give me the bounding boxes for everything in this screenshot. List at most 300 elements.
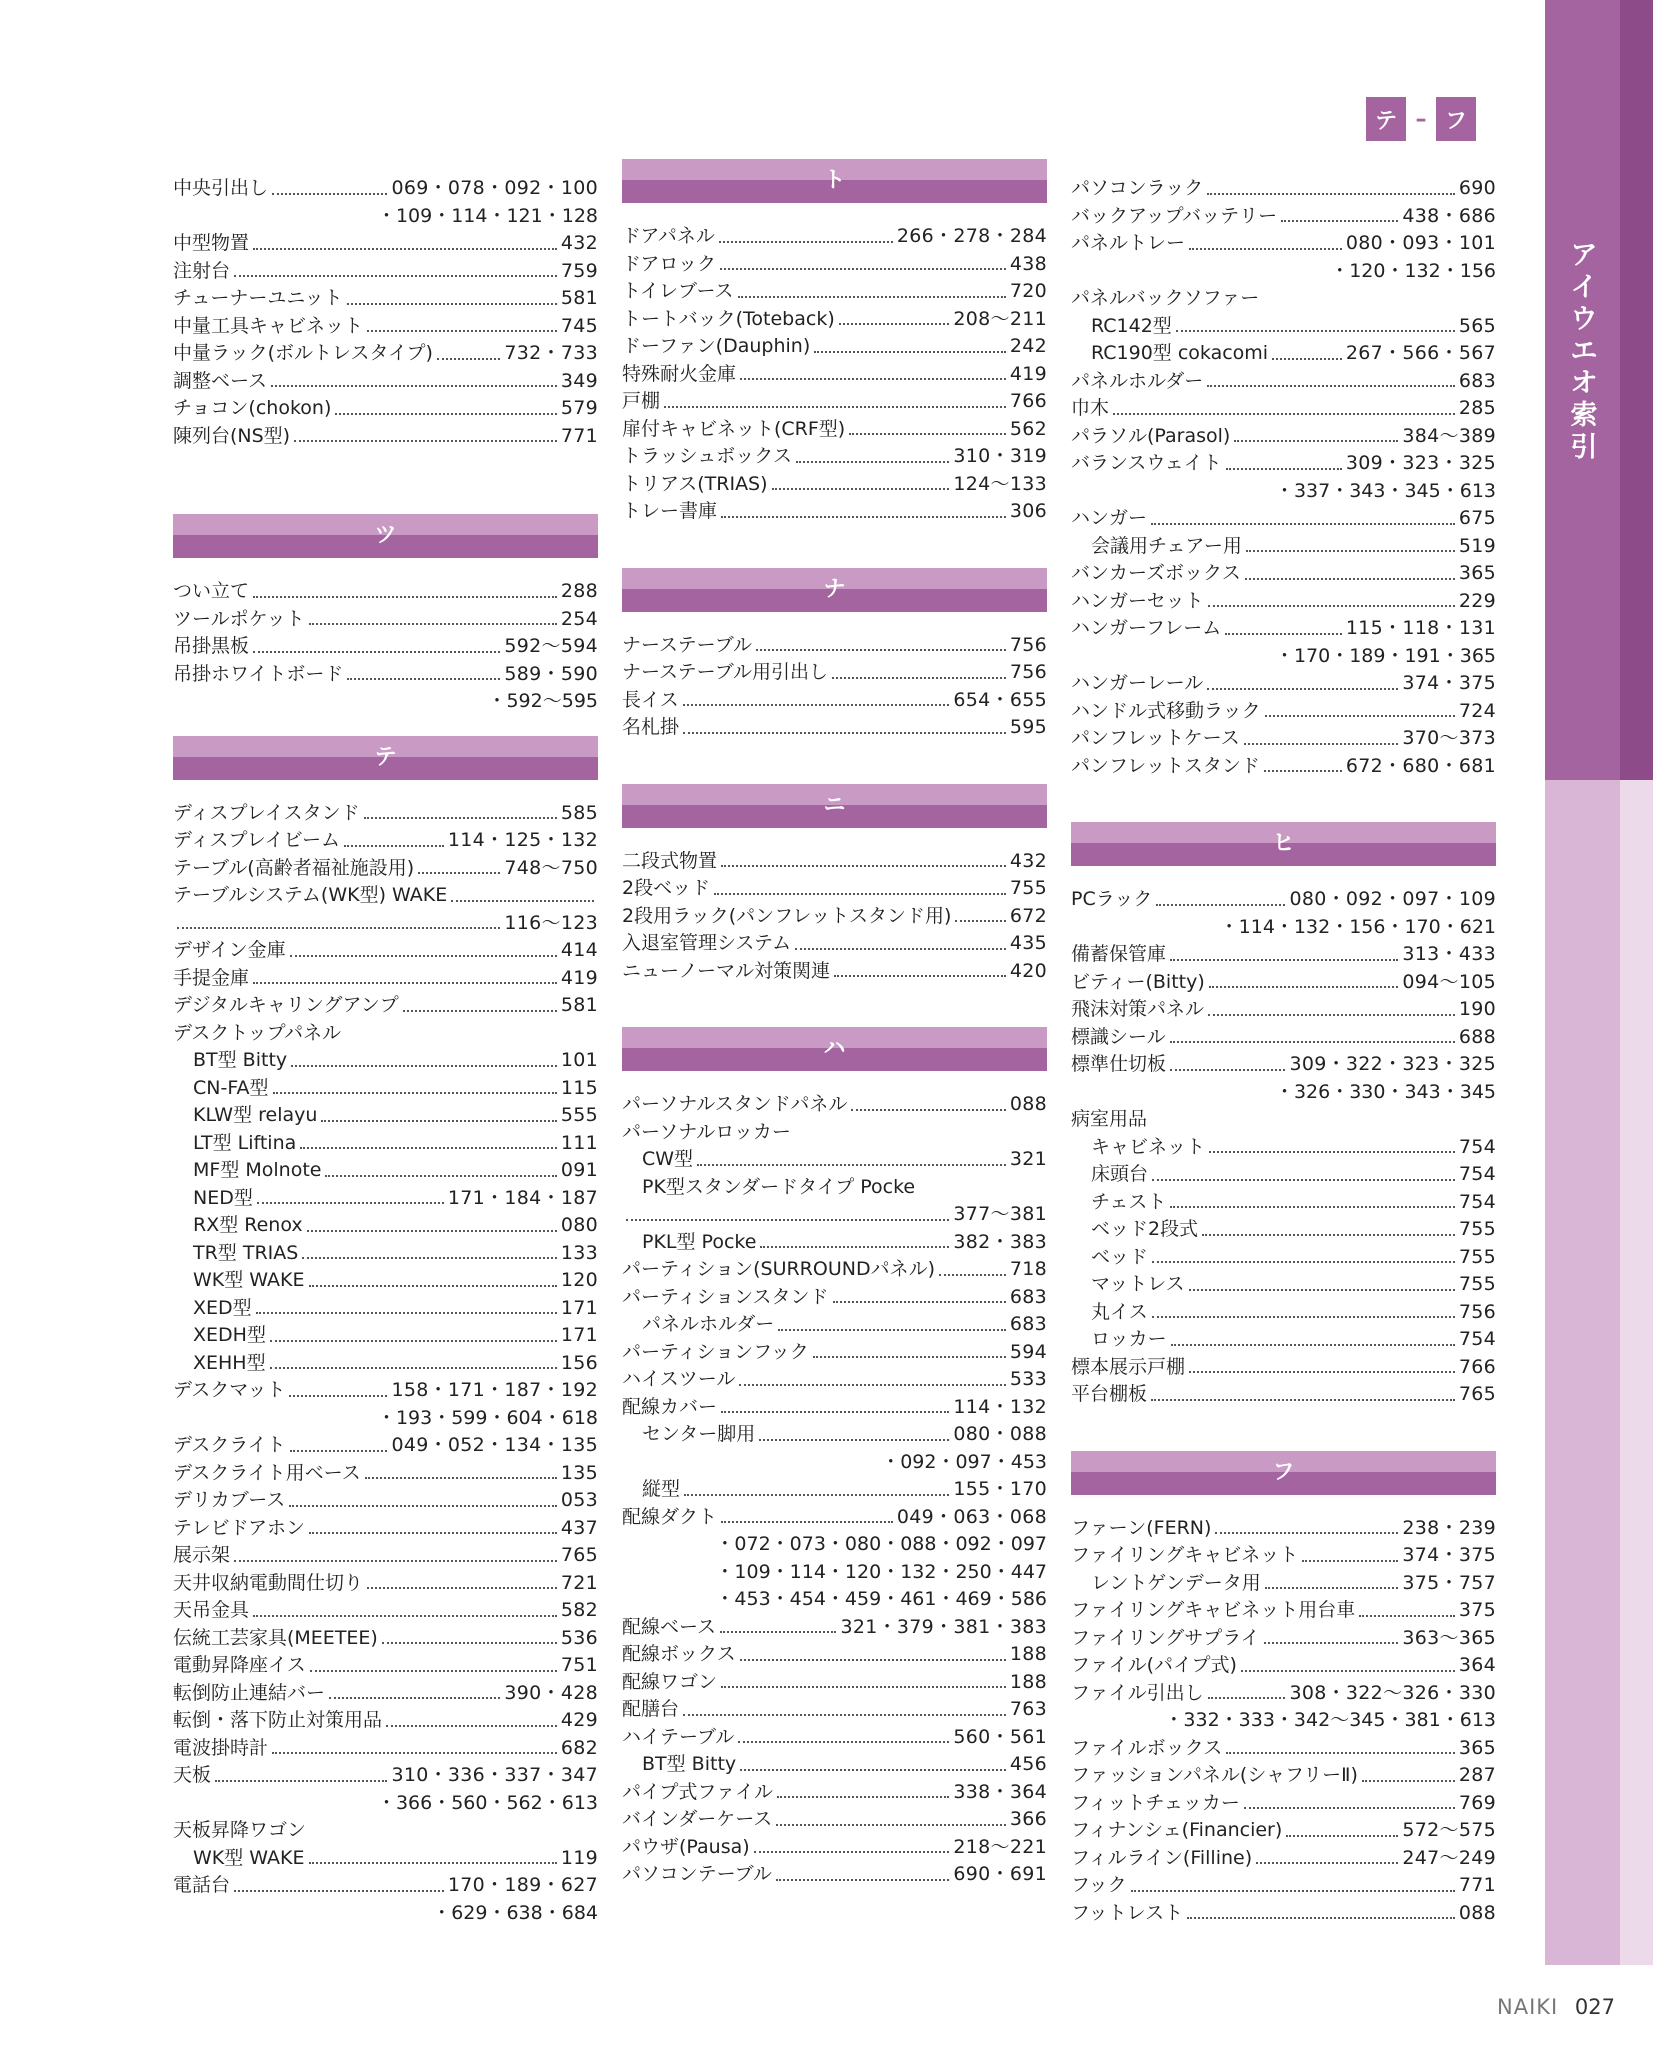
- dot-leader: [325, 1175, 556, 1177]
- index-term: パラソル(Parasol): [1071, 424, 1231, 447]
- index-entry: [1071, 725, 1496, 753]
- index-entry: [173, 1102, 598, 1130]
- index-term: 2段ベッド: [622, 877, 711, 899]
- index-term: WK型 WAKE: [193, 1846, 305, 1869]
- index-page-numbers: 338・364: [953, 1780, 1047, 1803]
- index-entry: [1071, 886, 1496, 914]
- index-term: 中量工具キャビネット: [173, 314, 364, 337]
- index-page-numbers: 094〜105: [1402, 970, 1496, 993]
- index-entry: [1071, 588, 1496, 616]
- index-page-numbers: 721: [560, 1571, 598, 1594]
- dot-leader: [364, 817, 557, 819]
- index-term: 標識シール: [1071, 1025, 1166, 1048]
- dot-leader: [738, 1741, 949, 1743]
- index-term: デリカブース: [173, 1489, 286, 1511]
- dot-leader: [683, 1714, 1006, 1716]
- dot-leader: [719, 241, 893, 243]
- dot-leader: [1246, 550, 1455, 552]
- index-entry: [173, 1845, 598, 1873]
- index-page-numbers: 218〜221: [953, 1835, 1047, 1858]
- index-term: 床頭台: [1091, 1163, 1149, 1185]
- index-term: ファイルボックス: [1071, 1736, 1223, 1759]
- dot-leader: [1189, 248, 1342, 250]
- index-page-numbers: 247〜249: [1402, 1846, 1496, 1869]
- index-term: MF型 Molnote: [193, 1159, 322, 1181]
- dot-leader: [367, 330, 557, 332]
- dot-leader: [1245, 578, 1455, 580]
- index-page-numbers: 581: [560, 994, 598, 1016]
- index-term: テレビドアホン: [173, 1516, 306, 1539]
- index-term: 飛沫対策パネル: [1071, 998, 1205, 1020]
- dot-leader: [664, 406, 1006, 408]
- dot-leader: [939, 1274, 1006, 1276]
- dot-leader: [754, 1851, 950, 1853]
- index-page-numbers: 171: [560, 1296, 598, 1319]
- index-term: パイプ式ファイル: [622, 1780, 774, 1803]
- dot-leader: [1131, 1890, 1455, 1892]
- index-entry: [1071, 450, 1496, 478]
- index-entry: [622, 1614, 1047, 1642]
- section-gap: [622, 985, 1047, 1007]
- index-term: 天吊金具: [173, 1599, 250, 1621]
- index-term: パソコンテーブル: [622, 1863, 772, 1885]
- index-term: ロッカー: [1091, 1328, 1167, 1350]
- index-term: 配線ボックス: [622, 1643, 736, 1665]
- dot-leader: [1189, 1289, 1455, 1291]
- dot-leader: [1359, 1615, 1455, 1617]
- dot-leader: [1244, 743, 1399, 745]
- footer-brand: NAIKI: [1497, 1995, 1559, 2019]
- index-page-numbers: 365: [1458, 1736, 1496, 1759]
- dot-leader: [273, 1092, 557, 1094]
- index-entry: [173, 1515, 598, 1543]
- dot-leader: [1226, 468, 1342, 470]
- dot-leader: [329, 1697, 500, 1699]
- index-term: 標本展示戸棚: [1071, 1355, 1186, 1378]
- dot-leader: [256, 1312, 557, 1314]
- section-header: [1071, 1451, 1496, 1495]
- index-term: チューナーユニット: [173, 287, 343, 309]
- index-page-numbers: 229: [1458, 589, 1496, 612]
- index-page-numbers: 374・375: [1402, 672, 1496, 694]
- index-term: ベッド: [1091, 1245, 1149, 1268]
- index-entry: [173, 578, 598, 606]
- index-page-numbers: 560・561: [953, 1725, 1047, 1748]
- index-term: 会議用チェアー用: [1091, 534, 1242, 557]
- index-page-numbers: 745: [560, 314, 598, 337]
- index-page-numbers: 654・655: [953, 688, 1047, 711]
- index-entry: [622, 1421, 1047, 1449]
- dot-leader: [289, 1395, 387, 1397]
- dot-leader: [772, 488, 950, 490]
- index-page-numbers: 718: [1009, 1258, 1047, 1280]
- index-term: 中央引出し: [173, 177, 269, 199]
- dot-leader: [1302, 1560, 1398, 1562]
- index-term: 2段用ラック(パンフレットスタンド用): [622, 904, 952, 927]
- index-entry: [1071, 175, 1496, 203]
- dot-leader: [1244, 1807, 1455, 1809]
- index-entry: [1071, 941, 1496, 969]
- dot-leader: [234, 1890, 444, 1892]
- index-column-3: [1071, 175, 1496, 1927]
- index-term: 平台棚板: [1071, 1383, 1148, 1405]
- index-group-label: 天板昇降ワゴン: [173, 1819, 307, 1841]
- index-page-numbers: 419: [560, 966, 598, 989]
- index-page-numbers: 585: [560, 801, 598, 824]
- index-term: 手提金庫: [173, 966, 250, 989]
- index-term: ハイテーブル: [622, 1725, 735, 1748]
- dot-leader: [403, 1010, 557, 1012]
- index-term: KLW型 relayu: [193, 1104, 318, 1126]
- dot-leader: [738, 296, 1006, 298]
- dot-leader: [1209, 986, 1399, 988]
- index-entry: [1071, 996, 1496, 1024]
- index-entry: [622, 388, 1047, 416]
- dot-leader: [271, 385, 557, 387]
- index-page-numbers: 565: [1458, 314, 1496, 337]
- dot-leader: [1208, 1014, 1455, 1016]
- index-entry: [173, 633, 598, 661]
- index-column-2: [622, 159, 1047, 1889]
- dot-leader: [721, 1686, 1006, 1688]
- index-page-numbers: 111: [560, 1131, 598, 1154]
- section-gap: [1071, 1409, 1496, 1431]
- index-term: パーソナルスタンドパネル: [622, 1093, 848, 1115]
- index-entry: [173, 882, 598, 910]
- index-page-numbers: 594: [1009, 1340, 1047, 1363]
- range-start: テ: [1366, 97, 1406, 141]
- dot-leader: [257, 1202, 444, 1204]
- dot-leader: [177, 927, 500, 929]
- index-term: 入退室管理システム: [622, 932, 792, 954]
- index-continuation: ・072・073・080・088・092・097: [715, 1533, 1047, 1555]
- index-term: バランスウェイト: [1071, 452, 1222, 474]
- dot-leader: [955, 920, 1005, 922]
- index-term: デザイン金庫: [173, 939, 286, 961]
- index-entry: [173, 1267, 598, 1295]
- dot-leader: [270, 1367, 557, 1369]
- index-page-numbers: 755: [1009, 877, 1047, 899]
- index-term: ファイル引出し: [1071, 1681, 1204, 1704]
- dot-leader: [1207, 193, 1455, 195]
- dot-leader: [1170, 959, 1398, 961]
- index-page-numbers: 156: [560, 1351, 598, 1374]
- index-page-numbers: 114・132: [953, 1395, 1047, 1418]
- dot-leader: [290, 955, 557, 957]
- index-term: BT型 Bitty: [193, 1049, 288, 1071]
- index-term: 丸イス: [1091, 1300, 1148, 1323]
- index-page-numbers: 419: [1009, 362, 1047, 385]
- index-entry: [173, 1377, 598, 1405]
- dot-leader: [335, 413, 556, 415]
- index-entry: [622, 416, 1047, 444]
- dot-leader: [365, 1477, 557, 1479]
- index-term: トートバック(Toteback): [622, 307, 835, 330]
- index-continuation: ・092・097・453: [881, 1450, 1047, 1473]
- index-entry: [173, 800, 598, 828]
- index-term: 調整ベース: [173, 369, 268, 392]
- index-term: TR型 TRIAS: [193, 1241, 299, 1264]
- index-page-numbers: 683: [1458, 369, 1496, 392]
- index-page-numbers: 432: [1009, 849, 1047, 872]
- dot-leader: [253, 982, 557, 984]
- dot-leader: [1189, 1371, 1455, 1373]
- sidebar-section-label[interactable]: [1562, 240, 1606, 464]
- index-page-numbers: 288: [560, 580, 598, 602]
- section-header: [622, 784, 1047, 828]
- index-page-numbers: 589・590: [504, 662, 598, 685]
- dot-leader: [833, 1301, 1006, 1303]
- index-term: ナーステーブル用引出し: [622, 661, 828, 683]
- index-term: パーティションスタンド: [622, 1285, 829, 1308]
- index-term: 吊掛ホワイトボード: [173, 662, 344, 685]
- dot-leader: [1225, 633, 1342, 635]
- index-entry: [173, 1240, 598, 1268]
- index-page-numbers: 124〜133: [953, 472, 1047, 495]
- index-entry: [173, 1680, 598, 1708]
- index-page-numbers: 766: [1009, 390, 1047, 412]
- dot-leader: [777, 1796, 949, 1798]
- dot-leader: [1152, 1261, 1455, 1263]
- index-term: フィナンシェ(Financier): [1071, 1819, 1283, 1841]
- index-entry: [622, 361, 1047, 389]
- index-entry: [622, 498, 1047, 526]
- index-entry: [1071, 1161, 1496, 1189]
- index-entry: [1071, 533, 1496, 561]
- index-entry: [622, 443, 1047, 471]
- index-continuation: ・366・560・562・613: [376, 1791, 598, 1814]
- index-page-numbers: 675: [1458, 507, 1496, 529]
- index-entry: [173, 1487, 598, 1515]
- dot-leader: [309, 1285, 557, 1287]
- index-entry: [622, 930, 1047, 958]
- index-term: デスクマット: [173, 1379, 286, 1401]
- dot-leader: [309, 1862, 557, 1864]
- index-page-numbers: 158・171・187・192: [391, 1379, 598, 1401]
- index-entry: [622, 1806, 1047, 1834]
- index-term: PCラック: [1071, 888, 1153, 910]
- dot-leader: [270, 1340, 557, 1342]
- dot-leader: [418, 872, 500, 874]
- dot-leader: [294, 440, 557, 442]
- index-entry: [1071, 1024, 1496, 1052]
- index-page-numbers: 120: [560, 1269, 598, 1291]
- dot-leader: [834, 975, 1006, 977]
- index-term: チェスト: [1091, 1190, 1167, 1213]
- index-entry: [1071, 753, 1496, 781]
- index-entry: [1071, 1652, 1496, 1680]
- index-entry: [1071, 395, 1496, 423]
- index-continuation: ・337・343・345・613: [1274, 479, 1496, 502]
- dot-leader: [1156, 904, 1285, 906]
- index-entry: [173, 368, 598, 396]
- index-term: フィルライン(Filline): [1071, 1846, 1253, 1869]
- dot-leader: [289, 1505, 557, 1507]
- index-page-numbers: 170・189・627: [447, 1874, 598, 1896]
- index-term: ディスプレイビーム: [173, 829, 341, 851]
- dot-leader: [234, 275, 557, 277]
- index-term: 電波掛時計: [173, 1736, 269, 1759]
- index-page-numbers: 115・118・131: [1345, 617, 1496, 639]
- dot-leader: [714, 893, 1006, 895]
- index-term: フック: [1071, 1874, 1127, 1896]
- dot-leader: [344, 845, 444, 847]
- dot-leader: [272, 193, 387, 195]
- index-page-numbers: 308・322〜326・330: [1289, 1681, 1496, 1704]
- kana-range-tab: [1366, 97, 1476, 141]
- index-page-numbers: 437: [560, 1516, 598, 1539]
- dot-leader: [684, 1494, 949, 1496]
- index-entry: [622, 687, 1047, 715]
- index-entry: [173, 313, 598, 341]
- index-page-numbers: 595: [1009, 716, 1047, 738]
- index-entry: [173, 992, 598, 1020]
- index-term: センター脚用: [642, 1423, 756, 1445]
- dot-leader: [1256, 1862, 1398, 1864]
- index-term: ハイスツール: [622, 1368, 736, 1390]
- index-page-numbers: 069・078・092・100: [391, 177, 598, 199]
- index-continuation: ・193・599・604・618: [376, 1406, 598, 1429]
- dot-leader: [814, 351, 1006, 353]
- dot-leader: [1265, 1587, 1399, 1589]
- sidebar-band-lower: [1545, 780, 1620, 1965]
- sidebar-label-char: ア: [1570, 240, 1598, 271]
- index-entry: [1071, 969, 1496, 997]
- dot-leader: [683, 704, 950, 706]
- index-term: ツールポケット: [173, 607, 305, 630]
- dot-leader: [437, 358, 500, 360]
- index-term: ファイリングサプライ: [1071, 1626, 1260, 1649]
- section-header-label: ナ: [823, 576, 846, 602]
- dot-leader: [721, 516, 1006, 518]
- index-entry: [173, 661, 598, 689]
- dot-leader: [721, 1411, 949, 1413]
- sidebar-tab-edge: [1620, 0, 1653, 780]
- index-entry: [1071, 1542, 1496, 1570]
- index-page-numbers: 313・433: [1402, 943, 1496, 965]
- index-term: 特殊耐火金庫: [622, 362, 737, 385]
- index-entry: [622, 1091, 1047, 1119]
- index-entry: [1071, 368, 1496, 396]
- index-page-numbers: 080・092・097・109: [1289, 888, 1496, 910]
- index-page-numbers: 382・383: [953, 1230, 1047, 1253]
- dot-leader: [839, 323, 950, 325]
- index-term: XEDH型: [193, 1324, 266, 1346]
- index-term: フィットチェッカー: [1071, 1791, 1240, 1814]
- dot-leader: [1215, 1532, 1398, 1534]
- index-term: トラッシュボックス: [622, 445, 793, 467]
- index-group-label: 病室用品: [1071, 1108, 1148, 1130]
- index-entry: [622, 1834, 1047, 1862]
- dot-leader: [813, 1356, 1006, 1358]
- dot-leader: [759, 1439, 949, 1441]
- index-page-numbers: 765: [560, 1544, 598, 1566]
- index-page-numbers: 755: [1458, 1273, 1496, 1295]
- dot-leader: [740, 1659, 1006, 1661]
- index-entry: [1071, 1299, 1496, 1327]
- index-term: パンフレットケース: [1071, 727, 1240, 749]
- index-page-numbers: 377〜381: [953, 1203, 1047, 1225]
- index-term: ニューノーマル対策関連: [622, 959, 831, 982]
- dot-leader: [795, 948, 1006, 950]
- index-entry: [173, 1185, 598, 1213]
- index-term: ハンガーセット: [1071, 589, 1204, 612]
- dot-leader: [382, 1642, 557, 1644]
- index-term: ナーステーブル: [622, 633, 752, 656]
- index-term: 長イス: [622, 688, 679, 711]
- index-term: ディスプレイスタンド: [173, 801, 360, 824]
- index-page-numbers: 432: [560, 232, 598, 254]
- index-term: PKL型 Pocke: [642, 1230, 757, 1253]
- dot-leader: [1171, 1344, 1455, 1346]
- index-term: NED型: [193, 1186, 253, 1209]
- dot-leader: [1202, 1234, 1455, 1236]
- index-page-numbers: 456: [1009, 1753, 1047, 1775]
- dot-leader: [300, 1147, 557, 1149]
- index-page-numbers: 375: [1458, 1599, 1496, 1621]
- index-entry: [622, 632, 1047, 660]
- section-header-label: ヒ: [1272, 831, 1295, 856]
- index-term: ドアロック: [622, 252, 717, 275]
- index-term: 伝統工芸家具(MEETEE): [173, 1626, 378, 1649]
- index-term: パンフレットスタンド: [1071, 754, 1260, 777]
- index-entry: [622, 1394, 1047, 1422]
- index-page-numbers: 766: [1458, 1355, 1496, 1378]
- index-page-numbers: 690: [1458, 177, 1496, 199]
- index-entry: [173, 230, 598, 258]
- index-group-label: パーソナルロッカー: [622, 1120, 791, 1143]
- section-gap: [173, 450, 598, 472]
- index-page-numbers: 759: [560, 259, 598, 282]
- dot-leader: [272, 1752, 557, 1754]
- index-page-numbers: 080: [560, 1214, 598, 1236]
- dot-leader: [1272, 358, 1342, 360]
- index-entry: [622, 875, 1047, 903]
- index-entry: [1071, 1790, 1496, 1818]
- index-page-numbers: 208〜211: [953, 307, 1047, 330]
- index-page-numbers: 756: [1009, 661, 1047, 683]
- dot-leader: [796, 461, 949, 463]
- index-page-numbers: 119: [560, 1846, 598, 1869]
- index-entry: [173, 1570, 598, 1598]
- index-term: パネルトレー: [1071, 232, 1186, 254]
- index-page-numbers: 582: [560, 1599, 598, 1621]
- index-entry: [1071, 505, 1496, 533]
- index-term: 配線ベース: [622, 1615, 717, 1638]
- section-header: [1071, 822, 1496, 866]
- index-term: バンカーズボックス: [1071, 562, 1241, 584]
- index-continuation: ・592〜595: [487, 690, 598, 712]
- dot-leader: [1362, 1780, 1455, 1782]
- dot-leader: [310, 1670, 557, 1672]
- index-term: 配線ダクト: [622, 1505, 718, 1528]
- index-continuation: ・453・454・459・461・469・586: [715, 1588, 1047, 1610]
- index-term: レントゲンデータ用: [1091, 1571, 1261, 1594]
- index-entry: [173, 827, 598, 855]
- index-entry: [622, 848, 1047, 876]
- index-term: CN-FA型: [193, 1076, 269, 1099]
- index-entry: [173, 1295, 598, 1323]
- index-entry: [173, 1212, 598, 1240]
- index-entry: [1071, 1597, 1496, 1625]
- dot-leader: [347, 303, 557, 305]
- index-page-numbers: 754: [1458, 1135, 1496, 1158]
- dot-leader: [1286, 1835, 1398, 1837]
- index-entry: [173, 1872, 598, 1900]
- index-entry: [622, 1229, 1047, 1257]
- dot-leader: [1226, 1752, 1454, 1754]
- index-page-numbers: 732・733: [504, 342, 598, 364]
